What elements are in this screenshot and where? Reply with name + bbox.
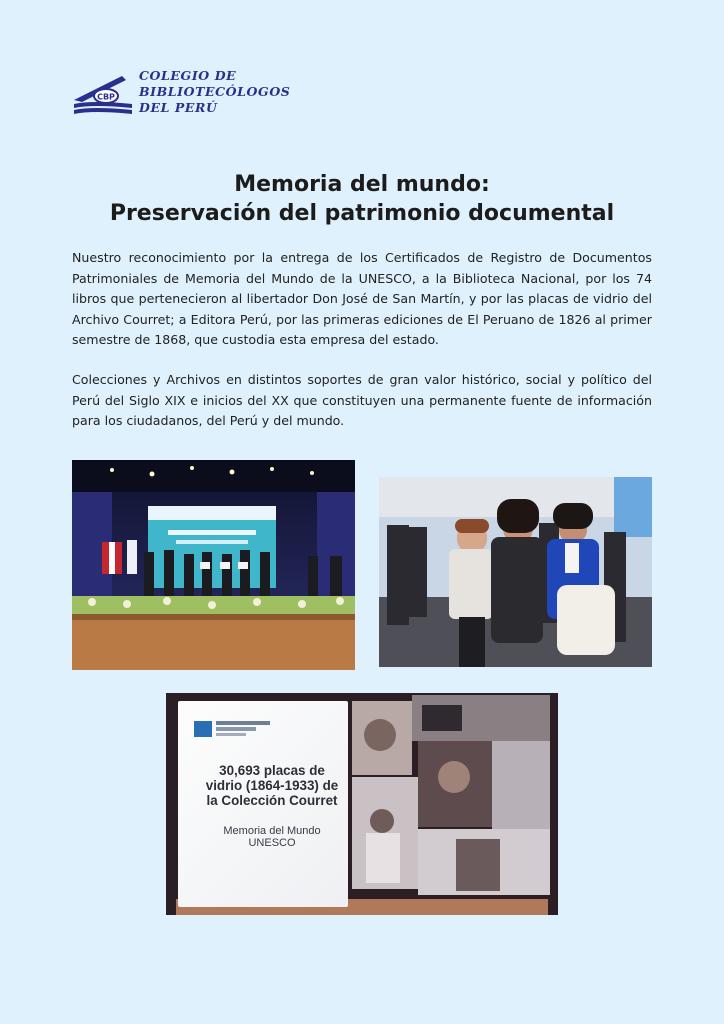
ceremony-stage-photo-icon [72,460,355,670]
logo-line-1: COLEGIO DE [139,68,237,83]
logo-line-2: BIBLIOTECÓLOGOS [139,84,291,99]
logo-line-3: DEL PERÚ [139,100,218,115]
slide-photo [166,693,558,915]
slide-heading-line-1: 30,693 placas de [219,763,325,778]
group-photo [379,477,652,667]
title-line-2: Preservación del patrimonio documental [109,201,615,226]
logo-text [139,68,290,116]
slide-heading-line-2: vidrio (1864-1933) de [205,778,339,793]
title-line-1: Memoria del mundo: [234,172,490,197]
open-book-logo-icon [72,74,134,116]
slide-subtitle-line-2: UNESCO [248,837,296,849]
slide-subtitle-line-1: Memoria del Mundo [223,825,321,837]
page-title [40,170,684,228]
slide-heading [188,763,356,808]
ceremony-photo [72,460,355,670]
logo-mark-text: CBP [97,92,115,102]
logo [72,68,292,120]
slide-logo-icon [194,721,274,737]
slide-heading-line-3: la Colección Courret [206,793,338,808]
paragraph-1: Nuestro reconocimiento por la entrega de los Certificados de Registro de Documentos Patrimoniales de Memoria del Mundo de la UNESCO, a la Biblioteca Nacional, por los 74 libros que pertenecieron al libertador Don José de San Martín, y por las placas de vidrio del Archivo Courret; a Editora Perú, por las primeras ediciones de El Peruano de 1826 al primer semestre de 1868, que custodia esta empresa del estado. [72,250,652,347]
slide-subtitle [188,825,356,849]
three-women-photo-icon [379,477,652,667]
paragraph-2: Colecciones y Archivos en distintos soportes de gran valor histórico, social y político del Perú del Siglo XIX e inicios del XX que constituyen una permanente fuente de información para los ciudadanos, del Perú y del mundo. [72,372,652,428]
slide-panel [178,701,348,907]
